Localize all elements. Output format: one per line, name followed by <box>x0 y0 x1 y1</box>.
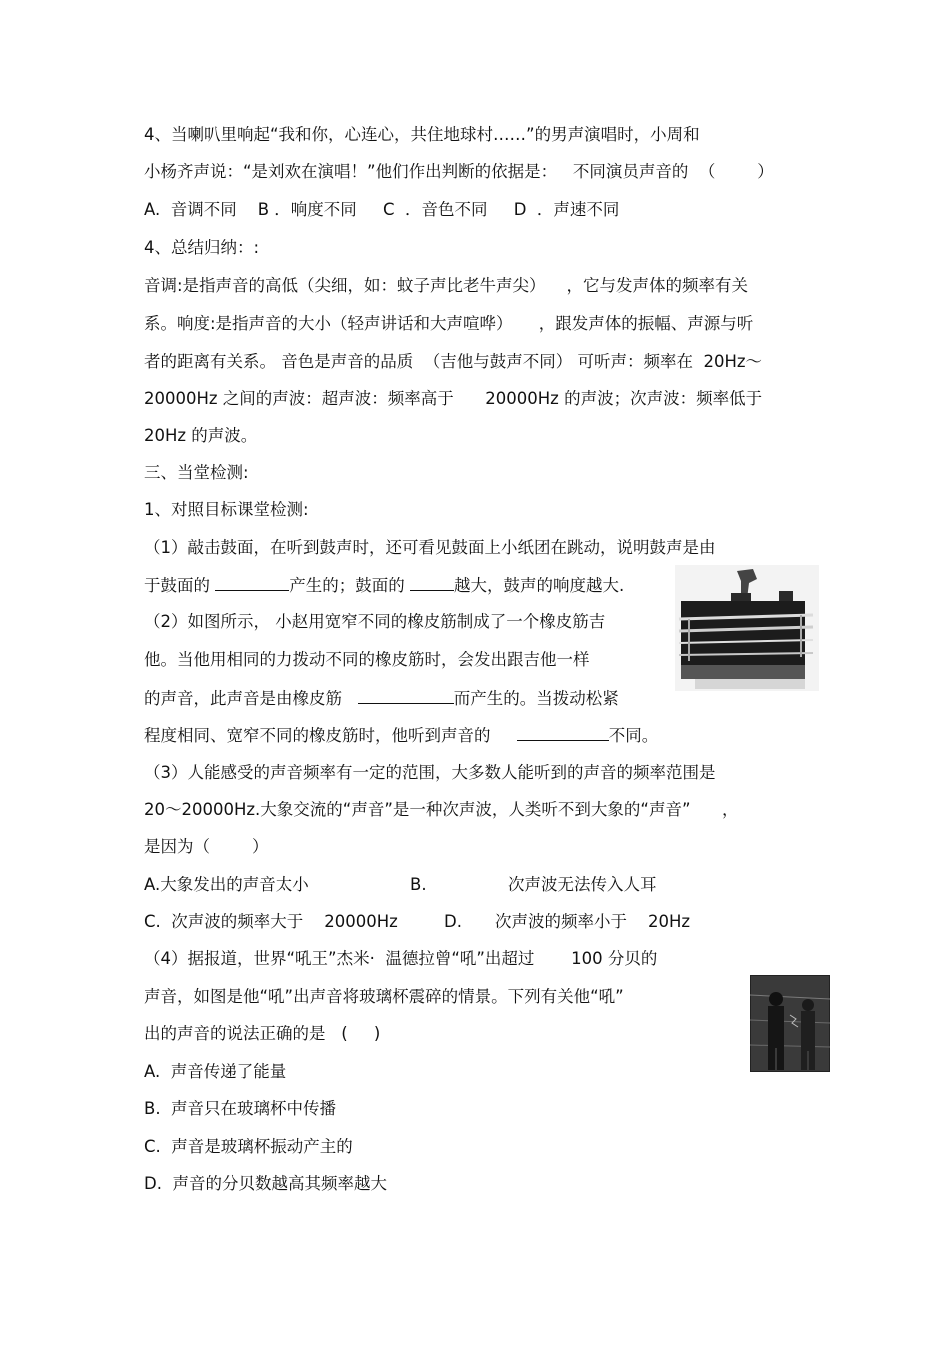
p4-option-a: A. 声音传递了能量 <box>144 1062 287 1081</box>
p1-line-2c: 越大，鼓声的响度越大. <box>454 576 625 595</box>
p4-option-b: B. 声音只在玻璃杯中传播 <box>144 1099 337 1118</box>
p2-line-3b: 而产生的。当拨动松紧 <box>453 689 619 708</box>
q4-line-2: 小杨齐声说：“是刘欢在演唱！”他们作出判断的依据是： 不同演员声音的 （ ） <box>144 162 774 181</box>
q4-line-1: 4、当喇叭里响起“我和你，心连心，共住地球村……”的男声演唱时，小周和 <box>144 125 700 144</box>
q4-options: A. 音调不同 B ．响度不同 C ．音色不同 D ．声速不同 <box>144 200 620 219</box>
p2-line-1: （2）如图所示， 小赵用宽窄不同的橡皮筋制成了一个橡皮筋吉 <box>144 612 606 631</box>
p4-line-1: （4）据报道，世界“吼王”杰米· 温德拉曾“吼”出超过 100 分贝的 <box>144 949 658 968</box>
p3-line-1: （3）人能感受的声音频率有一定的范围，大多数人能听到的声音的频率范围是 <box>144 763 716 782</box>
p1-line-1: （1）敲击鼓面，在听到鼓声时，还可看见鼓面上小纸团在跳动，说明鼓声是由 <box>144 538 716 557</box>
p2-line-2: 他。当他用相同的力拨动不同的橡皮筋时，会发出跟吉他一样 <box>144 650 590 669</box>
p4-line-3: 出的声音的说法正确的是 ( ) <box>144 1024 381 1043</box>
p1-line-2a: 于鼓面的 <box>144 576 216 595</box>
p2-line-4 <box>144 725 658 746</box>
p3-option-b-letter: B. <box>410 875 427 894</box>
blank-3[interactable] <box>358 688 454 704</box>
rubber-band-guitar-drawing <box>675 565 819 691</box>
p3-line-3: 是因为（ ） <box>144 837 269 856</box>
p3-option-b-text: 次声波无法传入人耳 <box>508 875 657 894</box>
p4-option-d: D. 声音的分贝数越高其频率越大 <box>144 1174 387 1193</box>
p3-option-a: A.大象发出的声音太小 <box>144 875 309 894</box>
summary-line-1: 音调:是指声音的高低（尖细，如：蚊子声比老牛声尖） ，它与发声体的频率有关 <box>144 276 749 295</box>
blank-1[interactable] <box>215 575 289 591</box>
p4-option-c: C. 声音是玻璃杯振动产主的 <box>144 1137 353 1156</box>
summary-line-5: 20Hz 的声波。 <box>144 426 258 445</box>
p2-line-3 <box>144 688 619 709</box>
rubber-band-guitar-image <box>675 565 819 691</box>
summary-line-4: 20000Hz 之间的声波：超声波：频率高于 20000Hz 的声波；次声波：频率低于 <box>144 389 763 408</box>
section3-sub1: 1、对照目标课堂检测: <box>144 500 309 519</box>
p3-option-d-letter: D. <box>444 912 462 931</box>
glass-breaking-photo <box>750 975 830 1072</box>
p4-line-2: 声音，如图是他“吼”出声音将玻璃杯震碎的情景。下列有关他“吼” <box>144 987 624 1006</box>
section3-heading: 三、当堂检测: <box>144 463 249 482</box>
summary-heading: 4、总结归纳：: <box>144 238 260 257</box>
p2-line-3a: 的声音，此声音是由橡皮筋 <box>144 689 358 708</box>
glass-breaking-drawing <box>750 975 830 1072</box>
p3-option-c: C. 次声波的频率大于 20000Hz <box>144 912 398 931</box>
p2-line-4b: 不同。 <box>608 726 659 745</box>
p3-line-2: 20～20000Hz.大象交流的“声音”是一种次声波，人类听不到大象的“声音” ， <box>144 800 739 819</box>
blank-4[interactable] <box>517 725 609 741</box>
p1-line-2b: 产生的；鼓面的 <box>289 576 410 595</box>
p1-line-2 <box>144 575 624 596</box>
summary-line-3: 者的距离有关系。 音色是声音的品质 （吉他与鼓声不同） 可听声：频率在 20Hz～ <box>144 352 763 371</box>
p2-line-4a: 程度相同、宽窄不同的橡皮筋时，他听到声音的 <box>144 726 517 745</box>
summary-line-2: 系。响度:是指声音的大小（轻声讲话和大声喧哗） ，跟发声体的振幅、声源与听 <box>144 314 754 333</box>
blank-2[interactable] <box>410 575 454 591</box>
p3-option-d-text: 次声波的频率小于 20Hz <box>495 912 691 931</box>
